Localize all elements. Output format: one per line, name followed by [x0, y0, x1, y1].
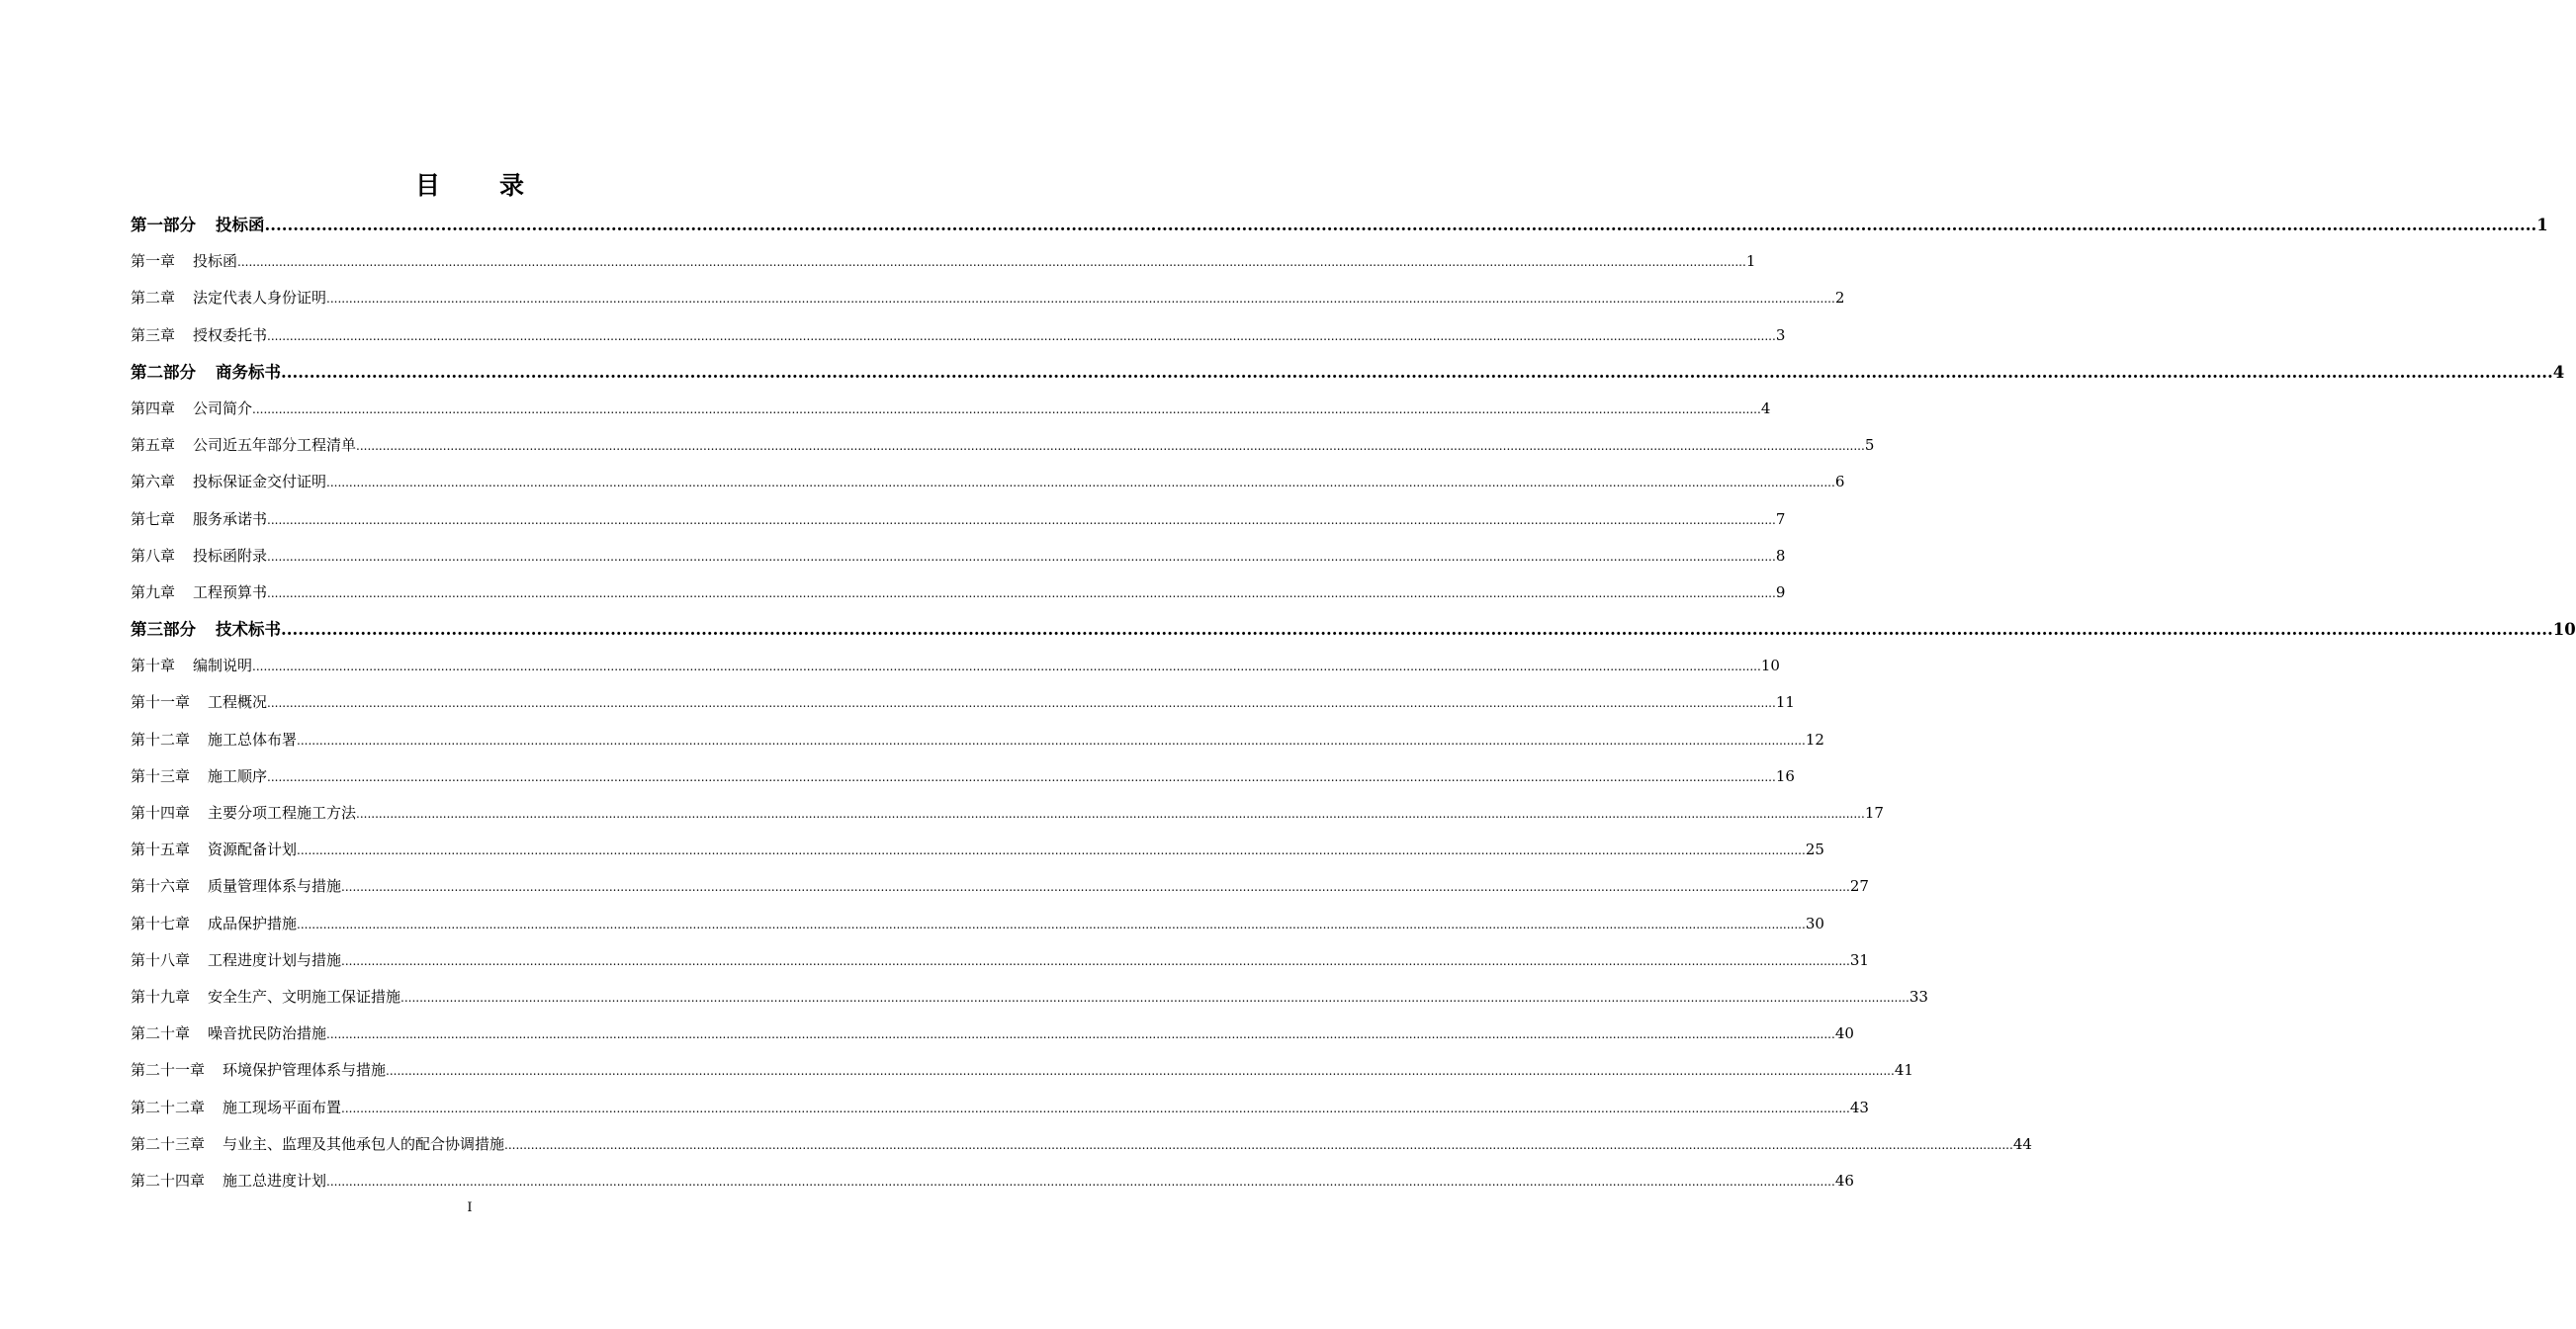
toc-entry-page: 40 [1834, 1024, 1854, 1043]
toc-entry-page: 5 [1864, 436, 1875, 455]
toc-entry-title: 施工总体布署 [208, 730, 298, 749]
toc-chapter-entry[interactable] [131, 1163, 1854, 1199]
toc-entry-label [131, 758, 267, 795]
toc-entry-page: 41 [1894, 1061, 1913, 1080]
toc-entry-number: 第一部分 [131, 216, 196, 234]
toc-entry-page: 8 [1775, 546, 1786, 565]
toc-chapter-entry[interactable] [131, 832, 1824, 868]
toc-dot-leader: ................................................................................................................................................................................................................................................................................................................................................................................................................ [252, 401, 1761, 416]
toc-chapter-entry[interactable] [131, 243, 1756, 280]
toc-entry-page: 4 [2552, 362, 2565, 382]
toc-dot-leader: ................................................................................................................................................................................................................................................................................................................................................................................................................ [326, 476, 1835, 490]
toc-dot-leader: ................................................................................................................................................................................................................................................................................................................................................................................................................ [386, 1064, 1895, 1079]
toc-entry-number: 第三章 [131, 325, 176, 344]
toc-chapter-entry[interactable] [131, 280, 1845, 316]
toc-entry-page: 25 [1805, 841, 1824, 859]
toc-entry-label [131, 1090, 341, 1126]
toc-entry-number: 第八章 [131, 546, 176, 565]
toc-dot-leader: ................................................................................................................................................................................................................................................................................................................................................................................................................ [267, 328, 1776, 343]
toc-chapter-entry[interactable] [131, 684, 1795, 721]
toc-entry-title: 编制说明 [193, 657, 253, 675]
toc-entry-label [131, 280, 326, 316]
toc-dot-leader: ................................................................................................................................................................................................................................................................................................................................................................................................................ [326, 1174, 1835, 1189]
toc-dot-leader: ................................................................................................................................................................................................................................................................................................................................................................................................................ [326, 292, 1835, 307]
toc-chapter-entry[interactable] [131, 979, 1928, 1016]
toc-entry-page: 12 [1805, 730, 1824, 749]
toc-dot-leader: ................................................................................................................................................................................................................................................................................................................................................................................................................ [297, 843, 1806, 858]
toc-dot-leader: ................................................................................................................................................................................................................................................................................................................................................................................................................ [400, 990, 1910, 1005]
toc-entry-title: 与业主、监理及其他承包人的配合协调措施 [222, 1134, 505, 1153]
toc-entry-title: 服务承诺书 [193, 509, 268, 528]
toc-entry-page: 10 [1760, 657, 1780, 675]
toc-entry-page: 10 [2552, 620, 2576, 640]
table-of-contents [131, 207, 2576, 1199]
toc-entry-title: 投标函 [216, 216, 265, 234]
toc-entry-number: 第五章 [131, 436, 176, 455]
toc-chapter-entry[interactable] [131, 795, 1884, 832]
toc-entry-label [131, 1052, 386, 1089]
toc-chapter-entry[interactable] [131, 538, 1786, 575]
toc-entry-label [131, 354, 281, 391]
toc-entry-title: 主要分项工程施工方法 [208, 804, 357, 822]
toc-entry-title: 资源配备计划 [208, 841, 298, 859]
toc-entry-page: 44 [2012, 1134, 2032, 1153]
toc-chapter-entry[interactable] [131, 868, 1869, 905]
toc-entry-number: 第十八章 [131, 950, 191, 969]
page-title [0, 166, 939, 202]
toc-entry-title: 安全生产、文明施工保证措施 [208, 987, 401, 1006]
toc-chapter-entry[interactable] [131, 942, 1869, 979]
toc-entry-label [131, 464, 326, 500]
toc-entry-label [131, 1163, 326, 1199]
toc-chapter-entry[interactable] [131, 427, 1875, 464]
toc-entry-title: 公司近五年部分工程清单 [193, 436, 357, 455]
toc-entry-number: 第二十三章 [131, 1134, 206, 1153]
toc-chapter-entry[interactable] [131, 575, 1786, 611]
toc-entry-title: 环境保护管理体系与措施 [222, 1061, 387, 1080]
toc-entry-label [131, 207, 265, 243]
toc-chapter-entry[interactable] [131, 317, 1786, 354]
toc-entry-page: 1 [1745, 252, 1756, 271]
toc-entry-title: 噪音扰民防治措施 [208, 1024, 327, 1043]
toc-dot-leader: ................................................................................................................................................................................................................................................................................................................................................................................................................ [504, 1137, 2013, 1152]
toc-entry-number: 第七章 [131, 509, 176, 528]
toc-entry-number: 第三部分 [131, 620, 196, 640]
toc-part-entry[interactable] [131, 354, 2565, 391]
toc-entry-page: 43 [1849, 1098, 1869, 1116]
toc-entry-number: 第十三章 [131, 766, 191, 785]
toc-entry-title: 施工现场平面布置 [222, 1098, 342, 1116]
toc-entry-label [131, 317, 267, 354]
toc-entry-number: 第十一章 [131, 693, 191, 712]
toc-entry-page: 46 [1834, 1171, 1854, 1190]
toc-entry-number: 第二十四章 [131, 1171, 206, 1190]
toc-entry-label [131, 906, 297, 942]
toc-entry-number: 第九章 [131, 582, 176, 601]
toc-entry-number: 第十七章 [131, 914, 191, 932]
toc-entry-number: 第十章 [131, 657, 176, 675]
toc-entry-number: 第二章 [131, 289, 176, 308]
toc-entry-label [131, 1126, 504, 1163]
toc-entry-label [131, 1016, 326, 1052]
toc-entry-page: 11 [1775, 693, 1795, 712]
toc-dot-leader: ................................................................................................................................................................................................................................................................................................................................................................................................................ [341, 953, 1850, 968]
toc-entry-page: 1 [2536, 216, 2548, 234]
toc-entry-page: 4 [1760, 399, 1771, 417]
toc-dot-leader: ................................................................................................................................................................................................................................................................................................................................................................................................................ [264, 216, 2537, 234]
toc-dot-leader: ................................................................................................................................................................................................................................................................................................................................................................................................................ [297, 917, 1806, 931]
toc-entry-label [131, 868, 341, 905]
toc-entry-number: 第十四章 [131, 804, 191, 822]
toc-entry-title: 投标函 [193, 252, 238, 271]
toc-entry-label [131, 832, 297, 868]
toc-entry-label [131, 538, 267, 575]
toc-entry-title: 技术标书 [216, 620, 281, 640]
toc-dot-leader: ................................................................................................................................................................................................................................................................................................................................................................................................................ [267, 512, 1776, 527]
toc-entry-number: 第十六章 [131, 877, 191, 896]
toc-entry-label [131, 391, 252, 427]
toc-entry-page: 27 [1849, 877, 1869, 896]
toc-entry-page: 3 [1775, 325, 1786, 344]
toc-entry-title: 公司简介 [193, 399, 253, 417]
toc-entry-number: 第十二章 [131, 730, 191, 749]
toc-dot-leader: ................................................................................................................................................................................................................................................................................................................................................................................................................ [267, 549, 1776, 564]
toc-entry-page: 6 [1834, 473, 1845, 491]
toc-dot-leader: ................................................................................................................................................................................................................................................................................................................................................................................................................ [237, 255, 1746, 270]
toc-entry-title: 投标函附录 [193, 546, 268, 565]
toc-dot-leader: ................................................................................................................................................................................................................................................................................................................................................................................................................ [326, 1027, 1835, 1042]
toc-entry-title: 法定代表人身份证明 [193, 289, 327, 308]
toc-part-entry[interactable] [131, 611, 2576, 648]
toc-entry-page: 16 [1775, 766, 1795, 785]
toc-entry-title: 施工总进度计划 [222, 1171, 327, 1190]
toc-entry-label [131, 684, 267, 721]
toc-entry-title: 授权委托书 [193, 325, 268, 344]
toc-entry-label [131, 722, 297, 758]
toc-dot-leader: ................................................................................................................................................................................................................................................................................................................................................................................................................ [267, 585, 1776, 600]
toc-chapter-entry[interactable] [131, 648, 1780, 684]
toc-entry-page: 17 [1864, 804, 1884, 822]
toc-entry-number: 第二部分 [131, 362, 196, 382]
toc-dot-leader: ................................................................................................................................................................................................................................................................................................................................................................................................................ [267, 769, 1776, 784]
toc-entry-label [131, 611, 281, 648]
toc-entry-title: 成品保护措施 [208, 914, 298, 932]
toc-chapter-entry[interactable] [131, 501, 1786, 538]
toc-entry-number: 第二十二章 [131, 1098, 206, 1116]
toc-entry-title: 商务标书 [216, 362, 281, 382]
toc-entry-label [131, 979, 400, 1016]
toc-chapter-entry[interactable] [131, 722, 1824, 758]
toc-entry-label [131, 795, 356, 832]
toc-entry-page: 7 [1775, 509, 1786, 528]
page-number: I [467, 1200, 473, 1215]
toc-entry-number: 第六章 [131, 473, 176, 491]
toc-chapter-entry[interactable] [131, 464, 1845, 500]
toc-entry-number: 第二十一章 [131, 1061, 206, 1080]
toc-entry-label [131, 427, 356, 464]
toc-entry-page: 30 [1805, 914, 1824, 932]
toc-dot-leader: ................................................................................................................................................................................................................................................................................................................................................................................................................ [341, 1101, 1850, 1115]
toc-dot-leader: ................................................................................................................................................................................................................................................................................................................................................................................................................ [356, 439, 1865, 454]
toc-entry-page: 2 [1834, 289, 1845, 308]
toc-dot-leader: ................................................................................................................................................................................................................................................................................................................................................................................................................ [341, 880, 1850, 895]
toc-entry-title: 施工顺序 [208, 766, 268, 785]
toc-chapter-entry[interactable] [131, 1016, 1854, 1052]
toc-dot-leader: ................................................................................................................................................................................................................................................................................................................................................................................................................ [267, 696, 1776, 711]
toc-entry-number: 第一章 [131, 252, 176, 271]
toc-entry-label [131, 942, 341, 979]
toc-dot-leader: ................................................................................................................................................................................................................................................................................................................................................................................................................ [281, 362, 2553, 382]
toc-entry-title: 质量管理体系与措施 [208, 877, 342, 896]
toc-entry-title: 工程进度计划与措施 [208, 950, 342, 969]
toc-entry-number: 第十五章 [131, 841, 191, 859]
toc-entry-title: 工程概况 [208, 693, 268, 712]
toc-chapter-entry[interactable] [131, 906, 1824, 942]
title-char-2: 录 [499, 171, 525, 200]
toc-entry-page: 31 [1849, 950, 1869, 969]
toc-dot-leader: ................................................................................................................................................................................................................................................................................................................................................................................................................ [252, 660, 1761, 674]
toc-dot-leader: ................................................................................................................................................................................................................................................................................................................................................................................................................ [281, 620, 2553, 640]
toc-chapter-entry[interactable] [131, 1090, 1869, 1126]
toc-chapter-entry[interactable] [131, 391, 1771, 427]
toc-entry-page: 33 [1909, 987, 1928, 1006]
toc-entry-number: 第二十章 [131, 1024, 191, 1043]
title-char-1: 目 [414, 171, 440, 200]
toc-dot-leader: ................................................................................................................................................................................................................................................................................................................................................................................................................ [297, 733, 1806, 748]
toc-entry-number: 第十九章 [131, 987, 191, 1006]
toc-chapter-entry[interactable] [131, 758, 1795, 795]
toc-entry-label [131, 243, 237, 280]
toc-entry-label [131, 501, 267, 538]
toc-entry-label [131, 575, 267, 611]
toc-chapter-entry[interactable] [131, 1052, 1913, 1089]
toc-entry-number: 第四章 [131, 399, 176, 417]
toc-entry-title: 投标保证金交付证明 [193, 473, 327, 491]
toc-entry-title: 工程预算书 [193, 582, 268, 601]
toc-chapter-entry[interactable] [131, 1126, 2032, 1163]
toc-dot-leader: ................................................................................................................................................................................................................................................................................................................................................................................................................ [356, 807, 1865, 821]
toc-entry-page: 9 [1775, 582, 1786, 601]
toc-part-entry[interactable] [131, 207, 2548, 243]
toc-entry-label [131, 648, 252, 684]
